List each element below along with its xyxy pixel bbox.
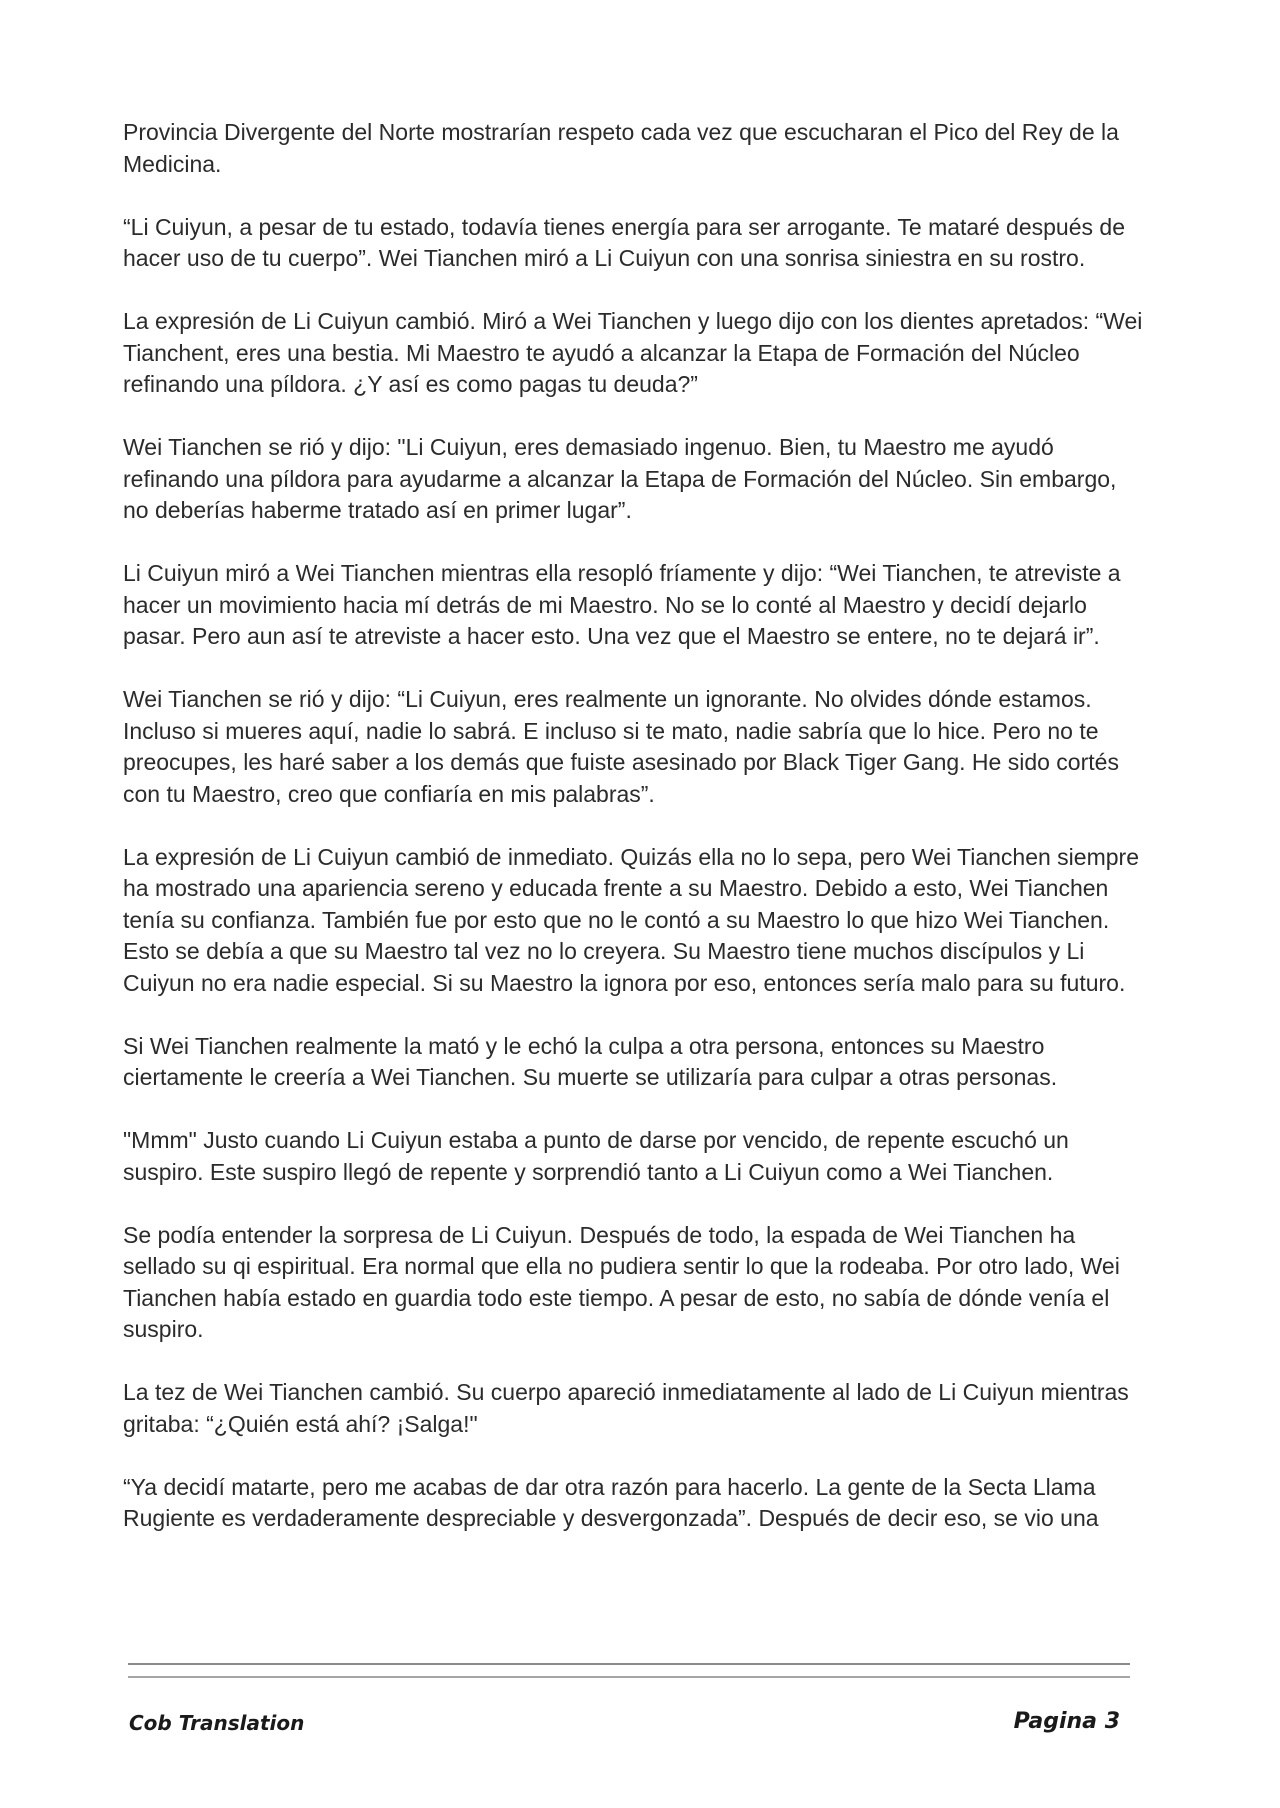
paragraph: La expresión de Li Cuiyun cambió. Miró a Wei Tianchen y luego dijo con los dientes apretados: “Wei Tianchent, eres una bestia. Mi Maestro te ayudó a alcanzar la Etapa de Formación del Núcleo refinando una píldora. ¿Y así es como pagas tu deuda?” — [123, 308, 1143, 397]
paragraph: Li Cuiyun miró a Wei Tianchen mientras ella resopló fríamente y dijo: “Wei Tianchen, te atreviste a hacer un movimiento hacia mí detrás de mi Maestro. No se lo conté al Maestro y decidí dejarlo pasar. Pero aun así te atreviste a hacer esto. Una vez que el Maestro se entere, no te dejará ir”. — [123, 560, 1121, 649]
paragraph: "Mmm" Justo cuando Li Cuiyun estaba a punto de darse por vencido, de repente escuchó un suspiro. Este suspiro llegó de repente y sorprendió tanto a Li Cuiyun como a Wei Tianchen. — [123, 1127, 1069, 1185]
paragraph: Se podía entender la sorpresa de Li Cuiyun. Después de todo, la espada de Wei Tianchen ha sellado su qi espiritual. Era normal que ella no pudiera sentir lo que la rodeaba. Por otro lado, Wei Tianchen había estado en guardia todo este tiempo. A pesar de esto, no sabía de dónde venía el suspiro. — [123, 1221, 1120, 1342]
paragraph: Wei Tianchen se rió y dijo: “Li Cuiyun, eres realmente un ignorante. No olvides dónde estamos. Incluso si mueres aquí, nadie lo sabrá. E incluso si te mato, nadie sabría que lo hice. Pero no te preocupes, les haré saber a los demás que fuiste asesinado por Black Tiger Gang. He sido cortés con tu Maestro, creo que confiaría en mis palabras”. — [123, 686, 1119, 807]
paragraph: La expresión de Li Cuiyun cambió de inmediato. Quizás ella no lo sepa, pero Wei Tianchen siempre ha mostrado una apariencia sereno y educada frente a su Maestro. Debido a esto, Wei Tianchen tenía su confianza. También fue por esto que no le contó a su Maestro lo que hizo Wei Tianchen. Esto se debía a que su Maestro tal vez no lo creyera. Su Maestro tiene muchos discípulos y Li Cuiyun no era nadie especial. Si su Maestro la ignora por eso, entonces sería malo para su futuro. — [123, 843, 1139, 996]
body-text — [123, 117, 1143, 1566]
footer-page-number: Pagina 3 — [1013, 1709, 1120, 1734]
footer-divider-top — [128, 1663, 1130, 1665]
paragraph: Si Wei Tianchen realmente la mató y le echó la culpa a otra persona, entonces su Maestro ciertamente le creería a Wei Tianchen. Su muerte se utilizaría para culpar a otras personas. — [123, 1032, 1058, 1090]
paragraph: “Li Cuiyun, a pesar de tu estado, todavía tienes energía para ser arrogante. Te mataré después de hacer uso de tu cuerpo”. Wei Tianchen miró a Li Cuiyun con una sonrisa siniestra en su rostro. — [123, 213, 1125, 271]
paragraph: Wei Tianchen se rió y dijo: "Li Cuiyun, eres demasiado ingenuo. Bien, tu Maestro me ayudó refinando una píldora para ayudarme a alcanzar la Etapa de Formación del Núcleo. Sin embargo, no deberías haberme tratado así en primer lugar”. — [123, 434, 1117, 523]
paragraph: “Ya decidí matarte, pero me acabas de dar otra razón para hacerlo. La gente de la Secta Llama Rugiente es verdaderamente despreciable y desvergonzada”. Después de decir eso, se vio una — [123, 1473, 1099, 1531]
paragraph: Provincia Divergente del Norte mostrarían respeto cada vez que escucharan el Pico del Rey de la Medicina. — [123, 119, 1119, 177]
footer-divider-bottom — [128, 1676, 1130, 1678]
footer-translator-credit: Cob Translation — [129, 1711, 305, 1735]
paragraph: La tez de Wei Tianchen cambió. Su cuerpo apareció inmediatamente al lado de Li Cuiyun mientras gritaba: “¿Quién está ahí? ¡Salga!" — [123, 1379, 1129, 1437]
